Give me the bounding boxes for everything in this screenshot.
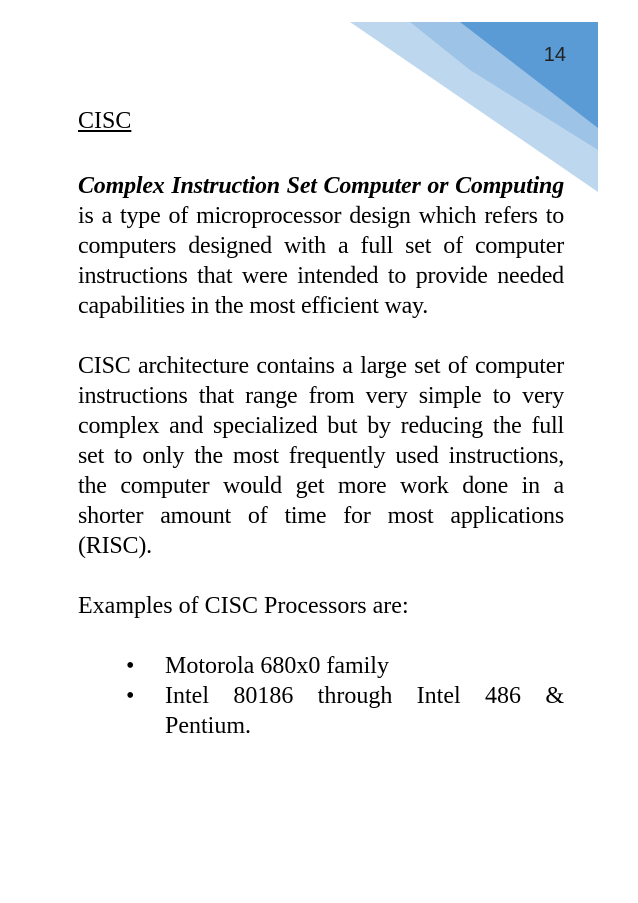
list-item-text: Intel 80186 through Intel 486 & Pentium. (165, 683, 564, 739)
list-item (78, 651, 564, 681)
architecture-paragraph: CISC architecture contains a large set of computer instructions that range from very simple to very complex and specialized but by reducing the full set to only the most frequently used instructions, the computer would get more work done in a shorter amount of time for most applications (RISC). (78, 353, 564, 559)
page-heading: CISC (78, 108, 132, 134)
bullet-icon: • (126, 653, 135, 679)
definition-text: is a type of microprocessor design which refers to computers designed with a full set of computer instructions that were intended to provide needed capabilities in the most efficient way. (78, 203, 564, 319)
list-item-text: Motorola 680x0 family (165, 653, 389, 679)
examples-intro: Examples of CISC Processors are: (78, 593, 409, 619)
examples-list (78, 651, 564, 741)
bullet-icon: • (126, 683, 135, 709)
page-number: 14 (543, 44, 566, 66)
definition-paragraph (78, 171, 564, 321)
definition-term: Complex Instruction Set Computer or Computing (78, 173, 564, 199)
page-content (78, 104, 564, 741)
list-item (78, 681, 564, 741)
